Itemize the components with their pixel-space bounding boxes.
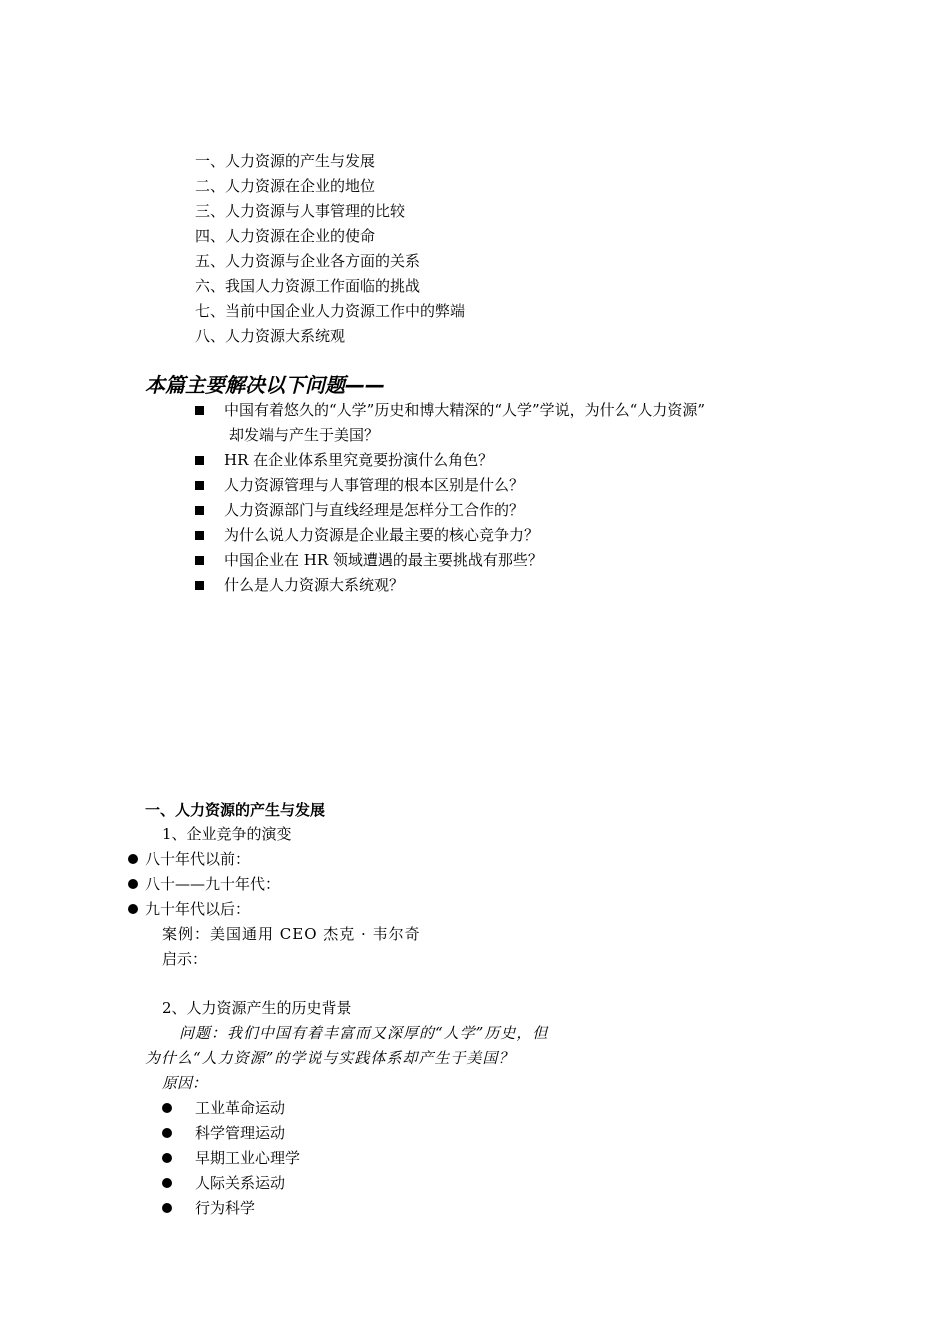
problem-text-continued: 为什么“人力资源”的学说与实践体系却产生于美国？ (145, 1049, 515, 1067)
question-text: 中国企业在 HR 领域遭遇的最主要挑战有那些？ (224, 551, 543, 569)
reason-label: 原因： (162, 1074, 208, 1092)
question-text: 人力资源部门与直线经理是怎样分工合作的？ (224, 501, 525, 519)
case-line: 案例：美国通用 CEO 杰克 · 韦尔奇 (162, 925, 421, 943)
toc-item: 四、人力资源在企业的使命 (195, 227, 376, 245)
subsection-title: 2、人力资源产生的历史背景 (162, 999, 352, 1017)
bullet-dot-icon (162, 1128, 172, 1138)
square-bullet-icon (195, 506, 204, 515)
toc-item: 六、我国人力资源工作面临的挑战 (195, 277, 421, 295)
reason-text: 科学管理运动 (195, 1124, 286, 1142)
era-text: 九十年代以后： (145, 900, 251, 918)
subsection-title: 1、企业竞争的演变 (162, 825, 292, 843)
toc-item: 二、人力资源在企业的地位 (195, 177, 376, 195)
square-bullet-icon (195, 406, 204, 415)
questions-heading: 本篇主要解决以下问题—— (145, 373, 385, 397)
toc-item: 八、人力资源大系统观 (195, 327, 346, 345)
square-bullet-icon (195, 556, 204, 565)
era-text: 八十年代以前： (145, 850, 251, 868)
question-text: 人力资源管理与人事管理的根本区别是什么？ (224, 476, 525, 494)
question-text: 什么是人力资源大系统观？ (224, 576, 405, 594)
reason-text: 早期工业心理学 (195, 1149, 301, 1167)
reason-text: 人际关系运动 (195, 1174, 286, 1192)
square-bullet-icon (195, 456, 204, 465)
square-bullet-icon (195, 531, 204, 540)
insight-line: 启示： (162, 950, 208, 968)
section-title: 一、人力资源的产生与发展 (145, 801, 326, 819)
square-bullet-icon (195, 581, 204, 590)
toc-item: 五、人力资源与企业各方面的关系 (195, 252, 421, 270)
question-text-continued: 却发端与产生于美国？ (229, 426, 380, 444)
bullet-dot-icon (128, 904, 138, 914)
bullet-dot-icon (162, 1153, 172, 1163)
bullet-dot-icon (162, 1178, 172, 1188)
reason-text: 行为科学 (195, 1199, 256, 1217)
question-text: HR 在企业体系里究竟要扮演什么角色？ (224, 451, 494, 469)
question-text: 中国有着悠久的“人学”历史和博大精深的“人学”学说，为什么“人力资源” (224, 401, 706, 419)
reason-text: 工业革命运动 (195, 1099, 286, 1117)
toc-item: 三、人力资源与人事管理的比较 (195, 202, 406, 220)
era-text: 八十——九十年代： (145, 875, 281, 893)
toc-item: 七、当前中国企业人力资源工作中的弊端 (195, 302, 466, 320)
toc-item: 一、人力资源的产生与发展 (195, 152, 376, 170)
square-bullet-icon (195, 481, 204, 490)
bullet-dot-icon (162, 1203, 172, 1213)
problem-text: 问题：我们中国有着丰富而又深厚的“人学”历史，但 (179, 1024, 549, 1042)
bullet-dot-icon (128, 879, 138, 889)
question-text: 为什么说人力资源是企业最主要的核心竞争力？ (224, 526, 540, 544)
bullet-dot-icon (128, 854, 138, 864)
bullet-dot-icon (162, 1103, 172, 1113)
